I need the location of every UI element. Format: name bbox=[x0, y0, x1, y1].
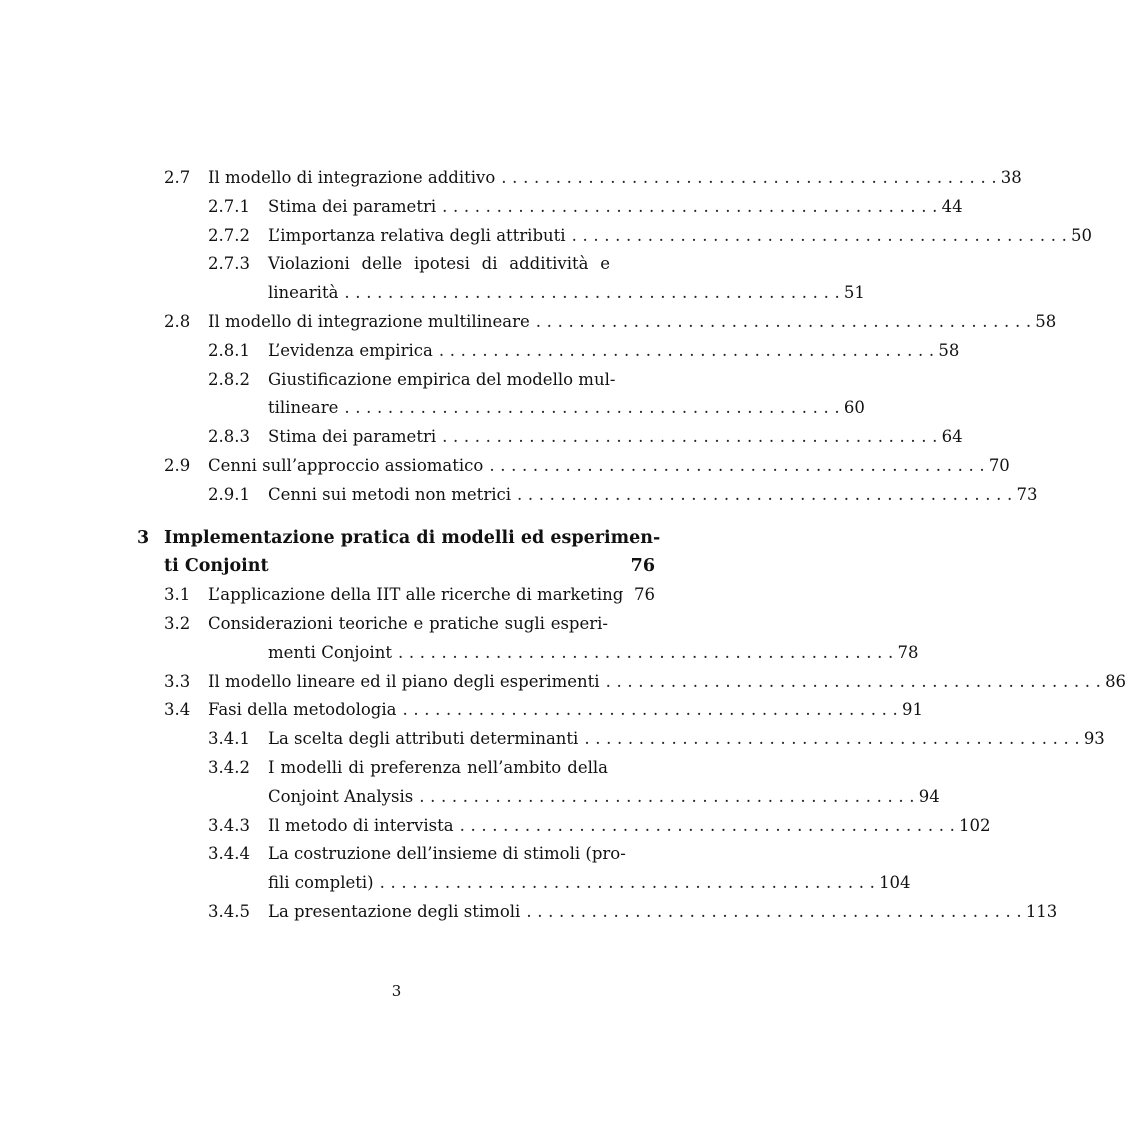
toc-title: La scelta degli attributi determinanti bbox=[268, 729, 579, 749]
toc-leader: . . . . . . . . . . . . . . . . . . . . . . . . . . . . . . . . . . . . . . . . . . . . . . bbox=[397, 642, 894, 662]
toc-leader: . . . . . . . . . . . . . . . . . . . . . . . . . . . . . . . . . . . . . . . . . . . . . . bbox=[402, 700, 898, 720]
toc-leader: . . . . . . . . . . . . . . . . . . . . . . . . . . . . . . . . . . . . . . . . . . . . . . bbox=[419, 786, 915, 806]
toc-entry-3-2-cont[interactable] bbox=[0, 639, 919, 668]
toc-number: 2.7.2 bbox=[208, 225, 250, 245]
toc-page: 91 bbox=[901, 700, 923, 720]
toc-title: La presentazione degli stimoli bbox=[268, 901, 521, 921]
toc-title: Cenni sull’approccio assiomatico bbox=[208, 455, 484, 475]
toc-entry-3-4[interactable] bbox=[0, 696, 923, 725]
toc-title-line1: La costruzione dell’insieme di stimoli (pro- bbox=[268, 844, 626, 864]
toc-number: 3.3 bbox=[164, 671, 191, 691]
toc-entry-3-4-2-cont[interactable] bbox=[0, 783, 940, 812]
toc-number: 2.7.1 bbox=[208, 196, 250, 216]
toc-entry-2-7-1[interactable] bbox=[0, 193, 963, 222]
toc-title: L’applicazione della IIT alle ricerche di marketing bbox=[208, 585, 624, 605]
toc-leader: . . . . . . . . . . . . . . . . . . . . . . . . . . . . . . . . . . . . . . . . . . . . . . bbox=[442, 427, 938, 447]
toc-leader: . . . . . . . . . . . . . . . . . . . . . . . . . . . . . . . . . . . . . . . . . . . . . . bbox=[605, 671, 1102, 691]
toc-entry-2-8-1[interactable] bbox=[0, 337, 960, 366]
toc-page: 78 bbox=[897, 642, 919, 662]
toc-leader: . . . . . . . . . . . . . . . . . . . . . . . . . . . . . . . . . . . . . . . . . . . . . . bbox=[526, 901, 1022, 921]
toc-number: 3.4.4 bbox=[208, 844, 250, 864]
toc-chapter-3-cont[interactable] bbox=[0, 552, 793, 581]
toc-entry-2-8-2[interactable] bbox=[0, 366, 793, 395]
toc-page: 58 bbox=[938, 340, 960, 360]
toc-leader: . . . . . . . . . . . . . . . . . . . . . . . . . . . . . . . . . . . . . . . . . . . . . . bbox=[571, 225, 1068, 245]
toc-number: 2.9 bbox=[164, 455, 191, 475]
toc-entry-3-3[interactable] bbox=[0, 668, 1126, 697]
toc-title-line2: tilineare bbox=[268, 398, 339, 418]
toc-entry-3-4-1[interactable] bbox=[0, 725, 1105, 754]
toc-leader: . . . . . . . . . . . . . . . . . . . . . . . . . . . . . . . . . . . . . . . . . . . . . . bbox=[535, 311, 1032, 331]
toc-title-line1: Violazioni delle ipotesi di additività e bbox=[268, 254, 610, 274]
toc-chapter-3[interactable] bbox=[0, 524, 793, 553]
toc-number: 3.4.2 bbox=[208, 757, 250, 777]
toc-title-line2: menti Conjoint bbox=[268, 642, 392, 662]
toc-title: Fasi della metodologia bbox=[208, 700, 397, 720]
toc-entry-2-9[interactable] bbox=[0, 452, 1010, 481]
toc-number: 3.2 bbox=[164, 613, 191, 633]
toc-entry-2-7[interactable] bbox=[0, 164, 1022, 193]
chapter-spacer bbox=[0, 510, 793, 524]
toc-title: L’evidenza empirica bbox=[268, 340, 433, 360]
toc-leader: . . . . . . . . . . . . . . . . . . . . . . . . . . . . . . . . . . . . . . . . . . . . . . bbox=[344, 398, 840, 418]
toc-number: 2.8.3 bbox=[208, 427, 250, 447]
toc-number: 2.7.3 bbox=[208, 254, 250, 274]
toc-title-line2: linearità bbox=[268, 283, 339, 303]
toc-page: 93 bbox=[1083, 729, 1105, 749]
toc-page: 94 bbox=[918, 786, 940, 806]
toc-page: 76 bbox=[634, 585, 655, 605]
toc-title: Il modello lineare ed il piano degli esperimenti bbox=[208, 671, 600, 691]
toc-entry-2-7-3[interactable] bbox=[0, 250, 793, 279]
toc-page: 113 bbox=[1025, 901, 1058, 921]
toc-entry-3-4-4-cont[interactable] bbox=[0, 869, 911, 898]
toc-title: Il metodo di intervista bbox=[268, 815, 454, 835]
toc-leader: . . . . . . . . . . . . . . . . . . . . . . . . . . . . . . . . . . . . . . . . . . . . . . bbox=[344, 283, 840, 303]
toc-number: 2.7 bbox=[164, 168, 191, 187]
toc-page: 60 bbox=[843, 398, 865, 418]
toc-leader: . . . . . . . . . . . . . . . . . . . . . . . . . . . . . . . . . . . . . . . . . . . . . . bbox=[442, 196, 938, 216]
toc-page: 104 bbox=[879, 873, 911, 893]
toc-page: 58 bbox=[1035, 311, 1057, 331]
toc-number: 3.4.5 bbox=[208, 901, 250, 921]
toc-entry-3-4-3[interactable] bbox=[0, 812, 991, 841]
toc-leader: . . . . . . . . . . . . . . . . . . . . . . . . . . . . . . . . . . . . . . . . . . . . . . bbox=[489, 455, 985, 475]
toc-entry-3-4-4[interactable] bbox=[0, 840, 793, 869]
toc-number: 2.8.1 bbox=[208, 340, 250, 360]
chapter-number: 3 bbox=[137, 527, 150, 548]
toc-number: 3.4 bbox=[164, 700, 191, 720]
chapter-title-line1: Implementazione pratica di modelli ed esperimen- bbox=[164, 527, 661, 548]
toc-title-line2: fili completi) bbox=[268, 873, 374, 893]
toc-number: 2.9.1 bbox=[208, 484, 250, 504]
toc-leader: . . . . . . . . . . . . . . . . . . . . . . . . . . . . . . . . . . . . . . . . . . . . . . bbox=[584, 729, 1080, 749]
toc-number: 3.1 bbox=[164, 585, 191, 605]
toc-leader: . . . . . . . . . . . . . . . . . . . . . . . . . . . . . . . . . . . . . . . . . . . . . . bbox=[517, 484, 1013, 504]
toc-entry-2-8-2-cont[interactable] bbox=[0, 394, 865, 423]
toc-page: 70 bbox=[988, 455, 1010, 475]
toc-title-line1: Giustificazione empirica del modello mul- bbox=[268, 369, 616, 389]
toc-number: 3.4.1 bbox=[208, 729, 250, 749]
page-number: 3 bbox=[391, 982, 402, 1000]
toc-entry-3-4-5[interactable] bbox=[0, 898, 1058, 927]
toc-number: 3.4.3 bbox=[208, 815, 250, 835]
toc-entry-2-7-3-cont[interactable] bbox=[0, 279, 865, 308]
toc-number: 2.8 bbox=[164, 311, 191, 331]
toc-title: L’importanza relativa degli attributi bbox=[268, 225, 566, 245]
toc-page: 50 bbox=[1071, 225, 1093, 245]
toc-title-line1: I modelli di preferenza nell’ambito della bbox=[268, 757, 608, 777]
toc-title: Cenni sui metodi non metrici bbox=[268, 484, 511, 504]
toc-entry-3-2[interactable] bbox=[0, 610, 793, 639]
toc-entry-2-8-3[interactable] bbox=[0, 423, 963, 452]
toc-page: 51 bbox=[843, 283, 865, 303]
toc-entry-3-4-2[interactable] bbox=[0, 754, 793, 783]
toc-leader: . . . . . . . . . . . . . . . . . . . . . . . . . . . . . . . . . . . . . . . . . . . . . . bbox=[379, 873, 876, 893]
toc-page: 64 bbox=[941, 427, 963, 447]
toc-title: Stima dei parametri bbox=[268, 196, 437, 216]
toc-title: Il modello di integrazione additivo bbox=[208, 168, 496, 187]
table-of-contents bbox=[0, 164, 1126, 927]
toc-entry-3-1[interactable] bbox=[0, 581, 793, 610]
toc-title: Il modello di integrazione multilineare bbox=[208, 311, 530, 331]
toc-entry-2-8[interactable] bbox=[0, 308, 1057, 337]
toc-number: 2.8.2 bbox=[208, 369, 250, 389]
toc-title-line2: Conjoint Analysis bbox=[268, 786, 414, 806]
toc-entry-2-7-2[interactable] bbox=[0, 222, 1093, 251]
toc-page: 44 bbox=[941, 196, 963, 216]
toc-leader: . . . . . . . . . . . . . . . . . . . . . . . . . . . . . . . . . . . . . . . . . . . . . . bbox=[459, 815, 956, 835]
toc-leader: . . . . . . . . . . . . . . . . . . . . . . . . . . . . . . . . . . . . . . . . . . . . . . bbox=[501, 168, 997, 187]
toc-page: 73 bbox=[1016, 484, 1038, 504]
toc-page: 86 bbox=[1105, 671, 1126, 691]
toc-leader: . . . . . . . . . . . . . . . . . . . . . . . . . . . . . . . . . . . . . . . . . . . . . . bbox=[438, 340, 935, 360]
chapter-page: 76 bbox=[630, 556, 655, 577]
toc-title: Stima dei parametri bbox=[268, 427, 437, 447]
toc-entry-2-9-1[interactable] bbox=[0, 481, 1038, 510]
toc-title-line1: Considerazioni teoriche e pratiche sugli esperi- bbox=[208, 613, 608, 633]
toc-page: 102 bbox=[959, 815, 991, 835]
toc-page: 38 bbox=[1000, 168, 1022, 187]
chapter-title-line2: ti Conjoint bbox=[164, 556, 269, 577]
